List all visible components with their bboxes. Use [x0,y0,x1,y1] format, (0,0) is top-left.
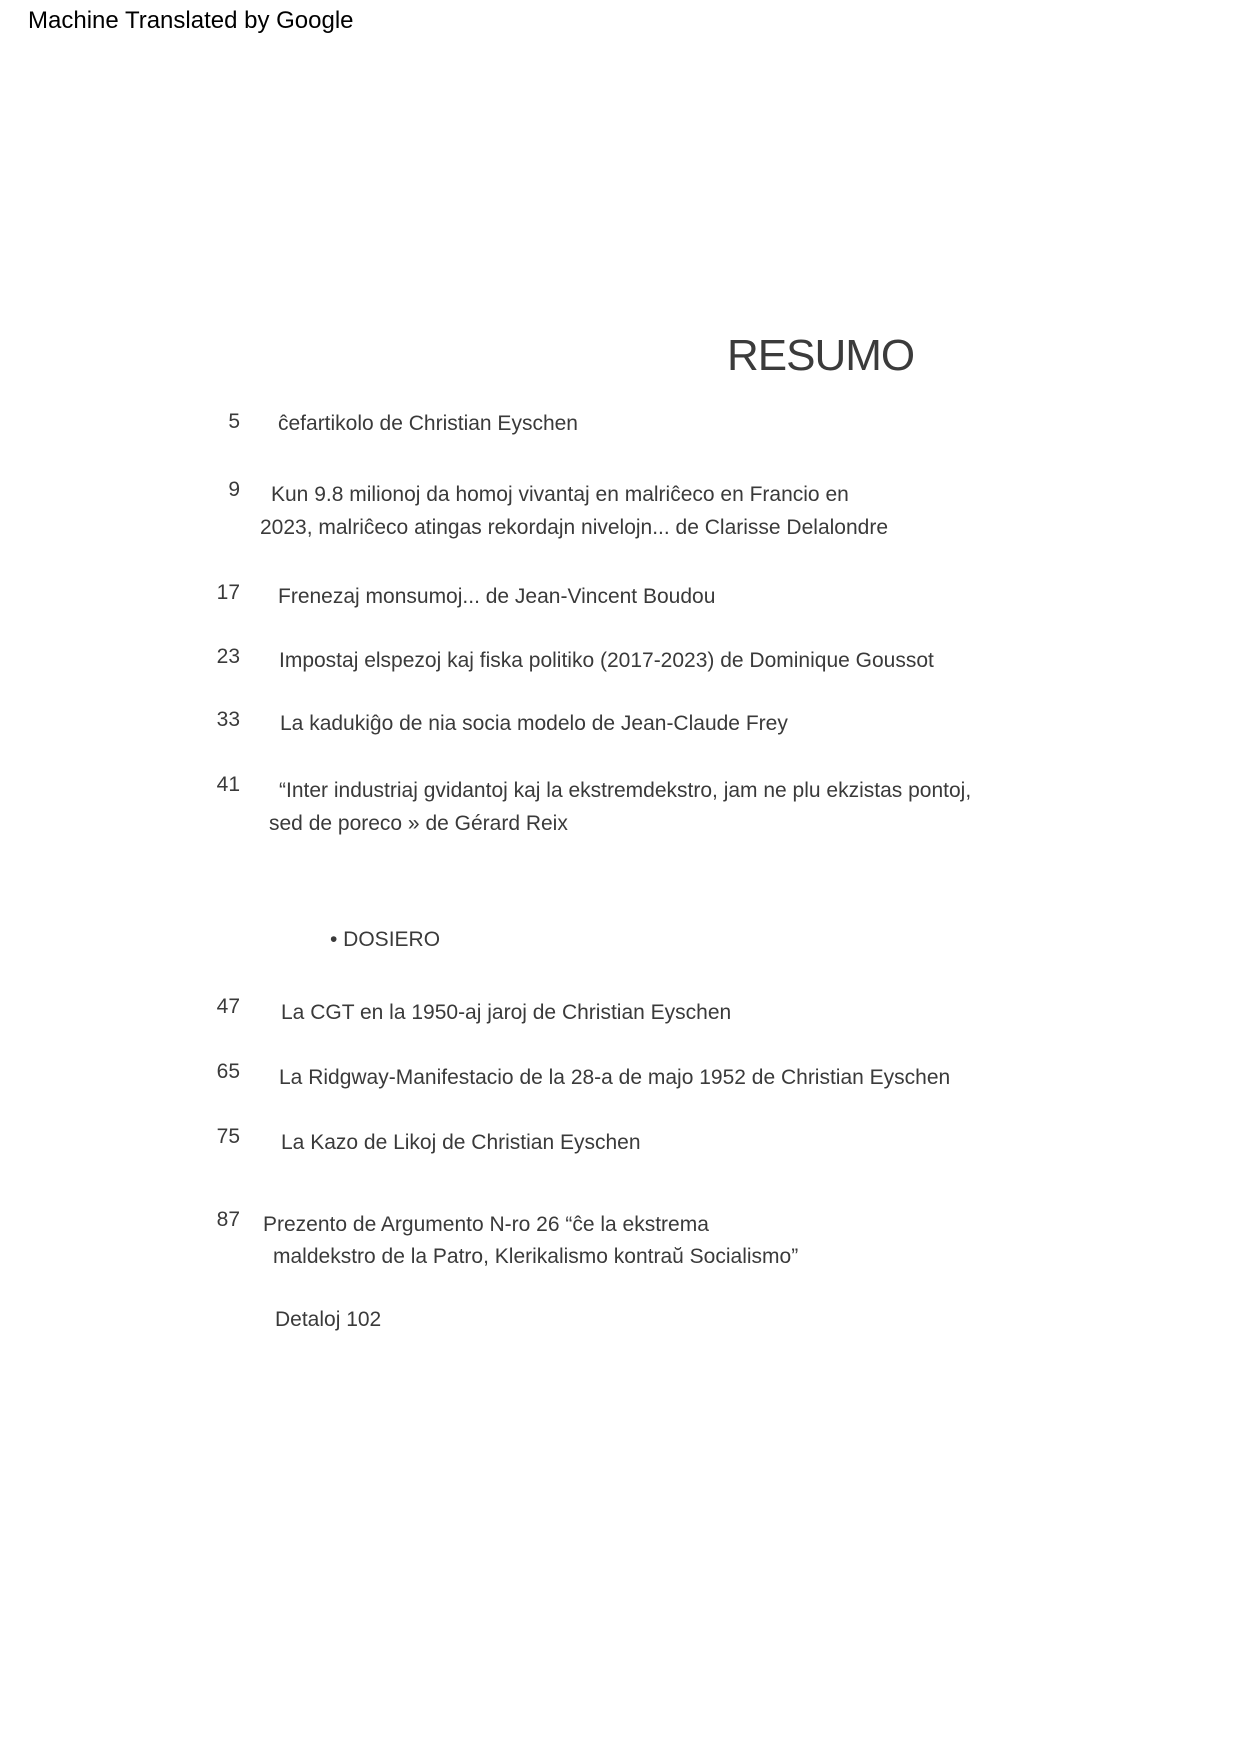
details-line: Detaloj 102 [275,1308,382,1331]
toc-item-number: 33 [216,708,240,731]
toc-item-text: Frenezaj monsumoj... de Jean-Vincent Boudou [278,585,716,608]
toc-item-text: sed de poreco » de Gérard Reix [269,812,568,835]
toc-item-text: ĉefartikolo de Christian Eyschen [278,412,578,435]
page-title: RESUMO [727,331,915,380]
toc-item-number: 75 [216,1125,240,1148]
toc-item-text: Prezento de Argumento N-ro 26 “ĉe la ekstrema [263,1213,709,1236]
toc-item-text: La kadukiĝo de nia socia modelo de Jean-Claude Frey [280,712,788,735]
toc-item-number: 41 [216,773,240,796]
toc-item-text: La CGT en la 1950-aj jaroj de Christian Eyschen [281,1001,732,1024]
machine-translated-note: Machine Translated by Google [28,7,354,34]
toc-item-number: 23 [216,645,240,668]
toc-item-number: 9 [228,478,240,501]
toc-item-text: Impostaj elspezoj kaj fiska politiko (2017-2023) de Dominique Goussot [279,649,934,672]
toc-item-text: 2023, malriĉeco atingas rekordajn nivelojn... de Clarisse Delalondre [260,516,889,539]
toc-item-text: maldekstro de la Patro, Klerikalismo kontraŭ Socialismo” [273,1245,799,1268]
toc-item-number: 5 [228,410,240,433]
toc-item-number: 87 [216,1208,240,1231]
toc-item-text: “Inter industriaj gvidantoj kaj la ekstremdekstro, jam ne plu ekzistas pontoj, [279,779,972,802]
section-header-dosiero: • DOSIERO [330,928,441,951]
toc-item-number: 65 [216,1060,240,1083]
toc-item-text: La Ridgway-Manifestacio de la 28-a de majo 1952 de Christian Eyschen [279,1066,951,1089]
toc-item-number: 47 [216,995,240,1018]
toc-item-text: La Kazo de Likoj de Christian Eyschen [281,1131,641,1154]
toc-item-text: Kun 9.8 milionoj da homoj vivantaj en malriĉeco en Francio en [271,483,849,506]
toc-item-number: 17 [216,581,240,604]
